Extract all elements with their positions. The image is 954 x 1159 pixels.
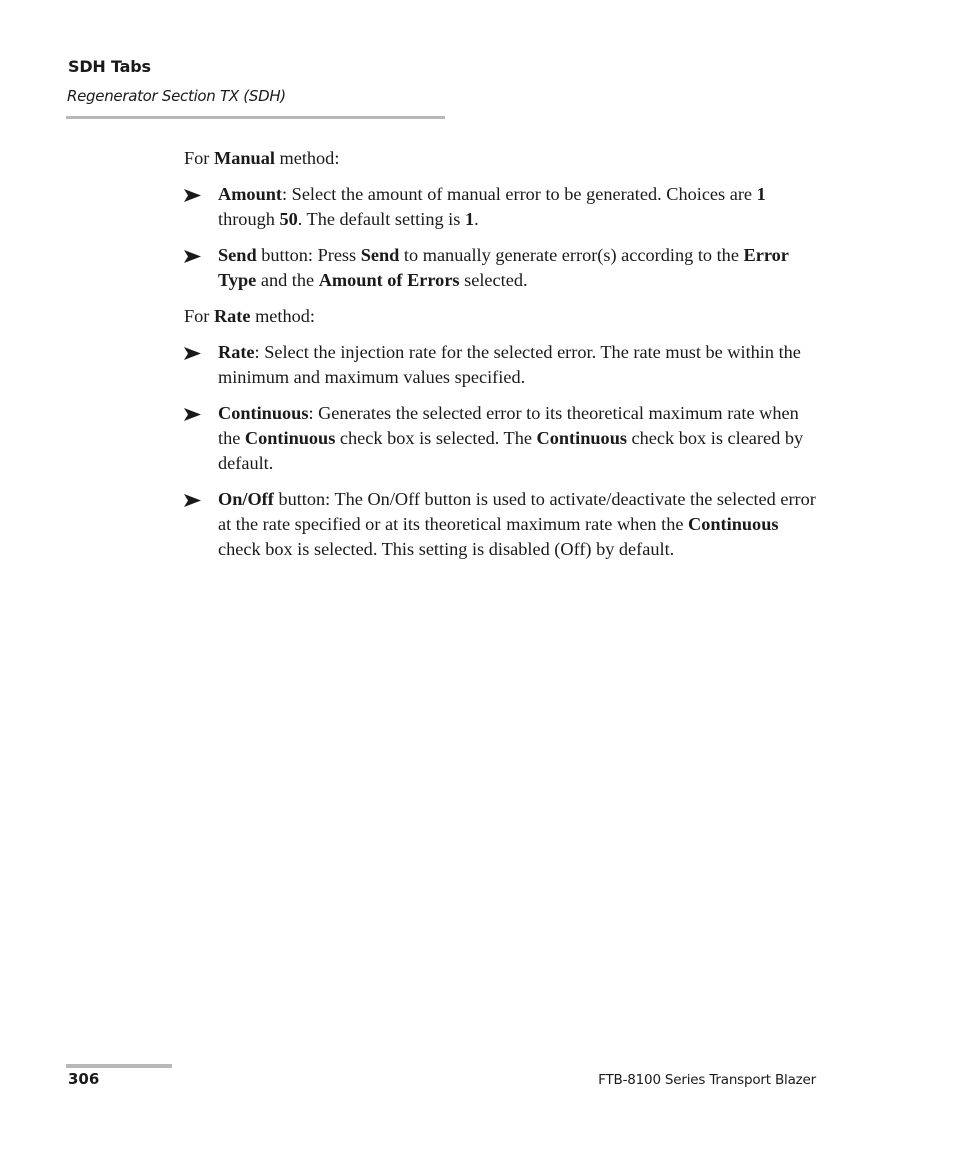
list-item [184,487,820,562]
description-text: . [474,209,479,229]
rate-intro-term: Rate [213,306,251,326]
bold-term: Continuous [536,428,627,448]
bold-term: 50 [279,209,298,229]
bold-term: Continuous [218,403,309,423]
list-item [184,182,820,232]
description-text: selected. [459,270,528,290]
arrowhead-right-icon [184,189,201,202]
footer-product-name: FTB-8100 Series Transport Blazer [598,1072,816,1088]
page-number: 306 [68,1070,100,1088]
manual-method-intro [184,146,820,171]
manual-intro-prefix: For [184,148,214,168]
bold-term: Send [360,245,400,265]
rate-intro-suffix: method: [250,306,315,326]
arrowhead-right-icon [184,408,201,421]
description-text: : Generates the selected error to its theoretical maximum rate when the [218,403,799,448]
description-text: : Select the amount of manual error to be generated. Choices are [282,184,757,204]
bold-term: Amount of Errors [318,270,460,290]
description-text: check box is selected. This setting is disabled (Off) by default. [218,539,675,559]
bold-term: Send [218,245,257,265]
header-divider [66,116,445,119]
body-content [184,146,820,573]
description-text: . The default setting is [297,209,465,229]
description-text: : Select the injection rate for the selected error. The rate must be within the minimum and maximum values specified. [218,342,801,387]
section-title: SDH Tabs [68,57,151,76]
manual-intro-suffix: method: [274,148,340,168]
subsection-title: Regenerator Section TX (SDH) [67,87,286,105]
bold-term: Continuous [688,514,779,534]
bold-term: Continuous [244,428,336,448]
list-item [184,401,820,476]
manual-intro-term: Manual [213,148,275,168]
description-text: button: Press [256,245,361,265]
arrowhead-right-icon [184,250,201,263]
list-item [184,340,820,390]
manual-method-list [184,182,820,293]
description-text: check box is cleared by default. [218,428,804,473]
description-text: to manually generate error(s) according to the [399,245,744,265]
footer-divider [66,1064,172,1068]
bold-term: Rate [218,342,255,362]
description-text: and the [256,270,319,290]
arrowhead-right-icon [184,494,201,507]
bold-term: Error Type [218,245,789,290]
bold-term: Amount [218,184,282,204]
rate-intro-prefix: For [184,306,214,326]
list-item [184,243,820,293]
arrowhead-right-icon [184,347,201,360]
bold-term: 1 [756,184,766,204]
bold-term: 1 [464,209,475,229]
description-text: check box is selected. The [335,428,537,448]
description-text: through [218,209,280,229]
rate-method-list [184,340,820,562]
description-text: button: The On/Off button is used to activate/deactivate the selected error at the rate specified or at its theoretical maximum rate when the [218,489,816,534]
rate-method-intro [184,304,820,329]
bold-term: On/Off [218,489,274,509]
